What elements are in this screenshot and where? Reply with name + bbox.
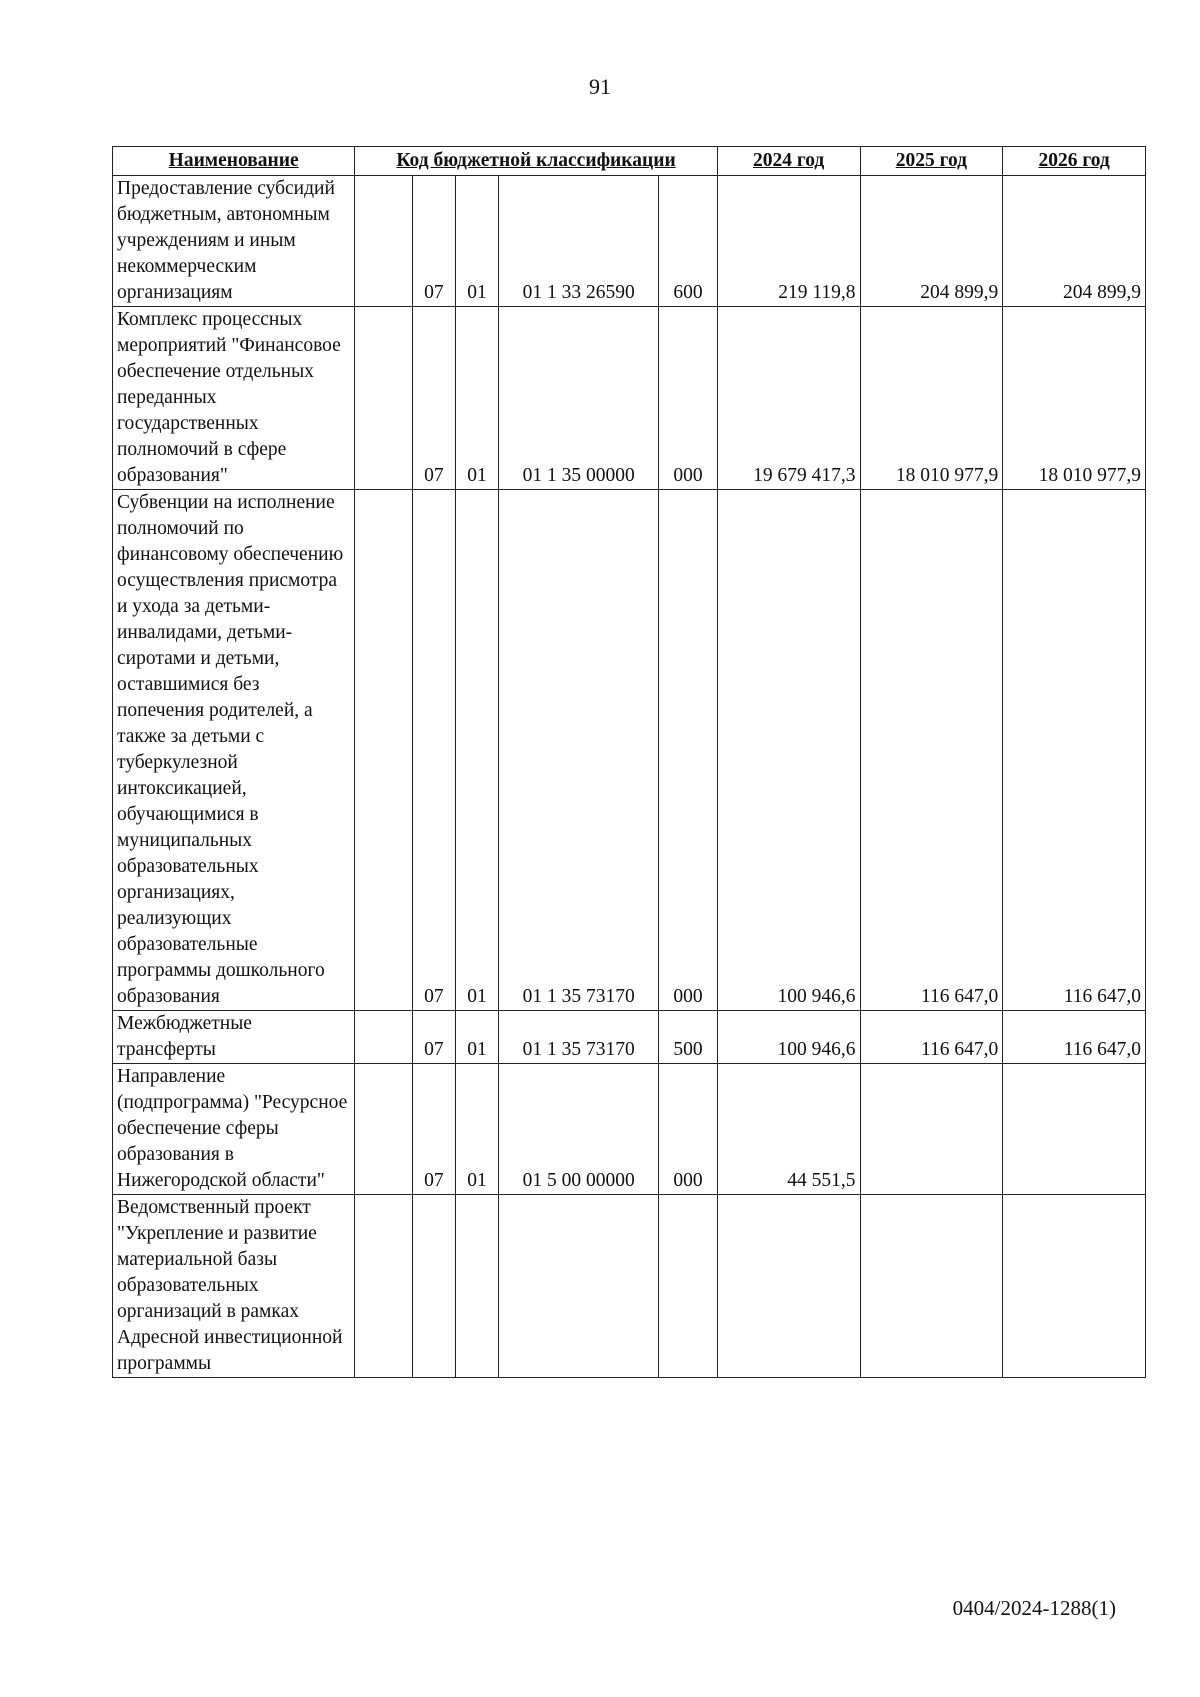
row-2025 [860, 1064, 1003, 1195]
row-code-expense-type: 600 [659, 176, 718, 307]
page-number: 91 [589, 74, 611, 99]
table-row [113, 1195, 1146, 1378]
row-code-expense-type: 000 [659, 307, 718, 490]
row-code-target: 01 1 35 00000 [499, 307, 659, 490]
header-2026: 2026 год [1003, 147, 1146, 176]
row-2024 [717, 1195, 860, 1378]
row-code-subsection: 01 [455, 1064, 498, 1195]
row-code-blank [355, 1064, 413, 1195]
row-code-target: 01 1 33 26590 [499, 176, 659, 307]
table-row [113, 176, 1146, 307]
row-name: Ведомственный проект "Укрепление и развитие материальной базы образовательных организаций в рамках Адресной инвестиционной программы [113, 1195, 355, 1378]
row-code-section: 07 [412, 307, 455, 490]
row-code-subsection: 01 [455, 307, 498, 490]
row-code-expense-type: 000 [659, 1064, 718, 1195]
row-code-target: 01 5 00 00000 [499, 1064, 659, 1195]
row-2026: 18 010 977,9 [1003, 307, 1146, 490]
row-name: Субвенции на исполнение полномочий по финансовому обеспечению осуществления присмотра и ухода за детьми-инвалидами, детьми-сиротами и детьми, оставшимися без попечения родителей, а также за детьми с туберкулезной интоксикацией, обучающимися в муниципальных образовательных организациях, реализующих образовательные программы дошкольного образования [113, 490, 355, 1011]
header-2025: 2025 год [860, 147, 1003, 176]
row-code-target [499, 1195, 659, 1378]
row-2026 [1003, 1195, 1146, 1378]
row-code-section: 07 [412, 490, 455, 1011]
row-2024: 100 946,6 [717, 490, 860, 1011]
row-2026 [1003, 1064, 1146, 1195]
row-code-section [412, 1195, 455, 1378]
row-code-section: 07 [412, 1011, 455, 1064]
row-2026: 116 647,0 [1003, 490, 1146, 1011]
row-code-section: 07 [412, 1064, 455, 1195]
row-code-expense-type [659, 1195, 718, 1378]
row-name: Комплекс процессных мероприятий "Финансовое обеспечение отдельных переданных государственных полномочий в сфере образования" [113, 307, 355, 490]
row-2024: 100 946,6 [717, 1011, 860, 1064]
row-code-target: 01 1 35 73170 [499, 1011, 659, 1064]
row-2024: 19 679 417,3 [717, 307, 860, 490]
row-2026: 204 899,9 [1003, 176, 1146, 307]
row-code-blank [355, 490, 413, 1011]
row-code-expense-type: 500 [659, 1011, 718, 1064]
row-2025: 204 899,9 [860, 176, 1003, 307]
row-2025: 116 647,0 [860, 1011, 1003, 1064]
document-code: 0404/2024-1288(1) [952, 1596, 1116, 1620]
row-2024: 44 551,5 [717, 1064, 860, 1195]
row-code-blank [355, 1195, 413, 1378]
row-2024: 219 119,8 [717, 176, 860, 307]
row-2026: 116 647,0 [1003, 1011, 1146, 1064]
row-2025: 18 010 977,9 [860, 307, 1003, 490]
table-row [113, 1064, 1146, 1195]
table-row [113, 307, 1146, 490]
row-code-blank [355, 176, 413, 307]
table-header-row [113, 147, 1146, 176]
row-code-blank [355, 1011, 413, 1064]
row-2025 [860, 1195, 1003, 1378]
header-2024: 2024 год [717, 147, 860, 176]
budget-table [112, 146, 1146, 1378]
table-row [113, 1011, 1146, 1064]
table-row [113, 490, 1146, 1011]
row-code-subsection [455, 1195, 498, 1378]
row-code-subsection: 01 [455, 490, 498, 1011]
row-name: Межбюджетные трансферты [113, 1011, 355, 1064]
row-name: Направление (подпрограмма) "Ресурсное обеспечение сферы образования в Нижегородской области" [113, 1064, 355, 1195]
header-code: Код бюджетной классификации [355, 147, 717, 176]
row-code-section: 07 [412, 176, 455, 307]
row-code-blank [355, 307, 413, 490]
row-2025: 116 647,0 [860, 490, 1003, 1011]
row-code-subsection: 01 [455, 176, 498, 307]
row-name: Предоставление субсидий бюджетным, автономным учреждениям и иным некоммерческим организациям [113, 176, 355, 307]
header-name: Наименование [113, 147, 355, 176]
row-code-subsection: 01 [455, 1011, 498, 1064]
row-code-target: 01 1 35 73170 [499, 490, 659, 1011]
row-code-expense-type: 000 [659, 490, 718, 1011]
